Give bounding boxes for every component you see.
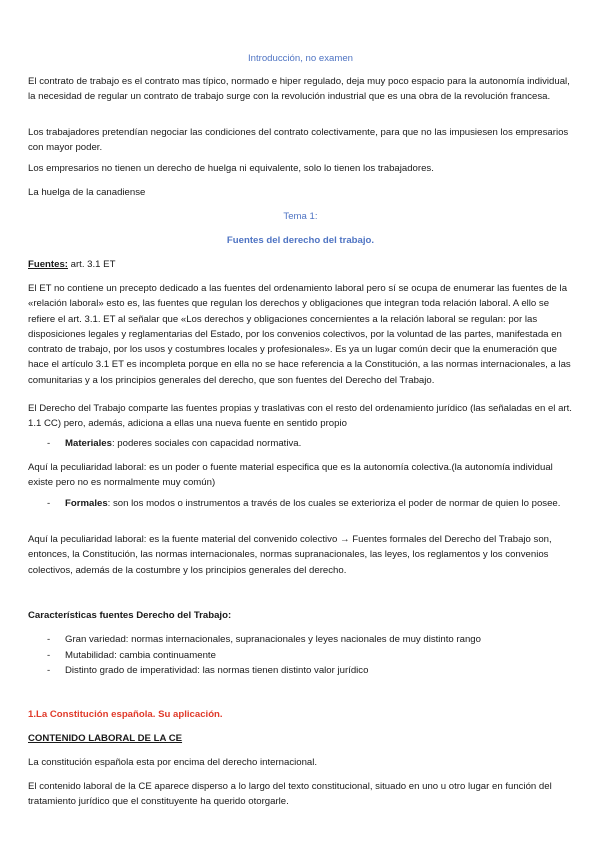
tema-number: Tema 1: [283, 211, 318, 222]
caracteristicas-item: Distinto grado de imperatividad: las normas tienen distinto valor jurídico [65, 665, 369, 676]
caracteristicas-item: Gran variedad: normas internacionales, supranacionales y leyes nacionales de muy distinto rango [65, 634, 481, 645]
section-1-subtitle: CONTENIDO LABORAL DE LA CE [28, 733, 183, 744]
tema-title: Fuentes del derecho del trabajo. [226, 235, 375, 246]
bullet-dash: - [47, 438, 51, 449]
formales-item [65, 496, 575, 511]
fuentes-paragraph-1: El ET no contiene un precepto dedicado a las fuentes del ordenamiento laboral pero sí se ocupa de enumerar las fuentes de la «relación laboral» esto es, las fuentes que regulan los derechos y obligaciones que integran toda relación laboral. A ello se refiere el art. 3.1. ET al señalar que «Los derechos y obligaciones concernientes a la relación laboral se regulan: por las disposiciones legales y reglamentarias del Estado, por los convenios colectivos, por la voluntad de las partes, manifestada en contrato de trabajo, por los usos y costumbres locales y profesionales». Es ya un lugar común decir que la enumeración que hace el artículo 3.1 ET es incompleta porque en ella no se hace referencia a la Constitución, a las normas internacionales, a las comunitarias y a los principios generales del derecho, que son fuentes del Derecho del Trabajo. [28, 283, 571, 386]
materiales-item [65, 436, 575, 451]
formales-text: : son los modos o instrumentos a través de los cuales se exterioriza el poder de normar de quien lo posee. [107, 498, 561, 509]
intro-paragraph-2: Los trabajadores pretendían negociar las condiciones del contrato colectivamente, para que no las impusiesen los empresarios con mayor poder. [28, 127, 569, 154]
fuentes-line [28, 257, 573, 272]
section-1-paragraph-1: La constitución española esta por encima del derecho internacional. [28, 757, 318, 768]
intro-paragraph-4: La huelga de la canadiense [28, 187, 146, 198]
materiales-text: : poderes sociales con capacidad normativa. [111, 438, 302, 449]
fuentes-ref: art. 3.1 ET [67, 259, 116, 270]
bullet-dash: - [47, 634, 51, 645]
bullet-dash: - [47, 650, 51, 661]
section-1-paragraph-2: El contenido laboral de la CE aparece disperso a lo largo del texto constitucional, situado en uno u otro lugar en función del tratamiento jurídico que el constituyente ha querido otorgarle. [28, 781, 552, 808]
fuentes-paragraph-2: El Derecho del Trabajo comparte las fuentes propias y traslativas con el resto del ordenamiento jurídico (las señaladas en el art. 1.1 CC) pero, además, adiciona a ellas una nueva fuente en sentido propio [28, 403, 572, 430]
materiales-label: Materiales [65, 438, 112, 449]
bullet-dash: - [47, 498, 51, 509]
caracteristicas-title: Características fuentes Derecho del Trabajo: [28, 610, 232, 621]
intro-paragraph-1: El contrato de trabajo es el contrato mas típico, normado e hiper regulado, deja muy poco espacio para la autonomía individual, la necesidad de regular un contrato de trabajo surge con la revolución industrial que es una obra de la revolución francesa. [28, 76, 570, 103]
fuentes-label: Fuentes: [28, 259, 68, 270]
intro-heading: Introducción, no examen [247, 53, 354, 64]
fuentes-paragraph-4: Aquí la peculiaridad laboral: es la fuente material del convenido colectivo → Fuentes formales del Derecho del Trabajo son, entonces, la Constitución, las normas internacionales, normas supranacionales, las leyes, los reglamentos y los convenios colectivos, además de la costumbre y los principios generales del derecho. [28, 534, 552, 576]
formales-label: Formales [65, 498, 108, 509]
bullet-dash: - [47, 665, 51, 676]
section-1-title: 1.La Constitución española. Su aplicación. [28, 709, 223, 720]
fuentes-paragraph-3: Aquí la peculiaridad laboral: es un poder o fuente material especifica que es la autonomía colectiva.(la autonomía individual existe pero no es normalmente muy común) [28, 462, 553, 489]
caracteristicas-item: Mutabilidad: cambia continuamente [65, 650, 216, 661]
intro-paragraph-3: Los empresarios no tienen un derecho de huelga ni equivalente, solo lo tienen los trabajadores. [28, 163, 434, 174]
